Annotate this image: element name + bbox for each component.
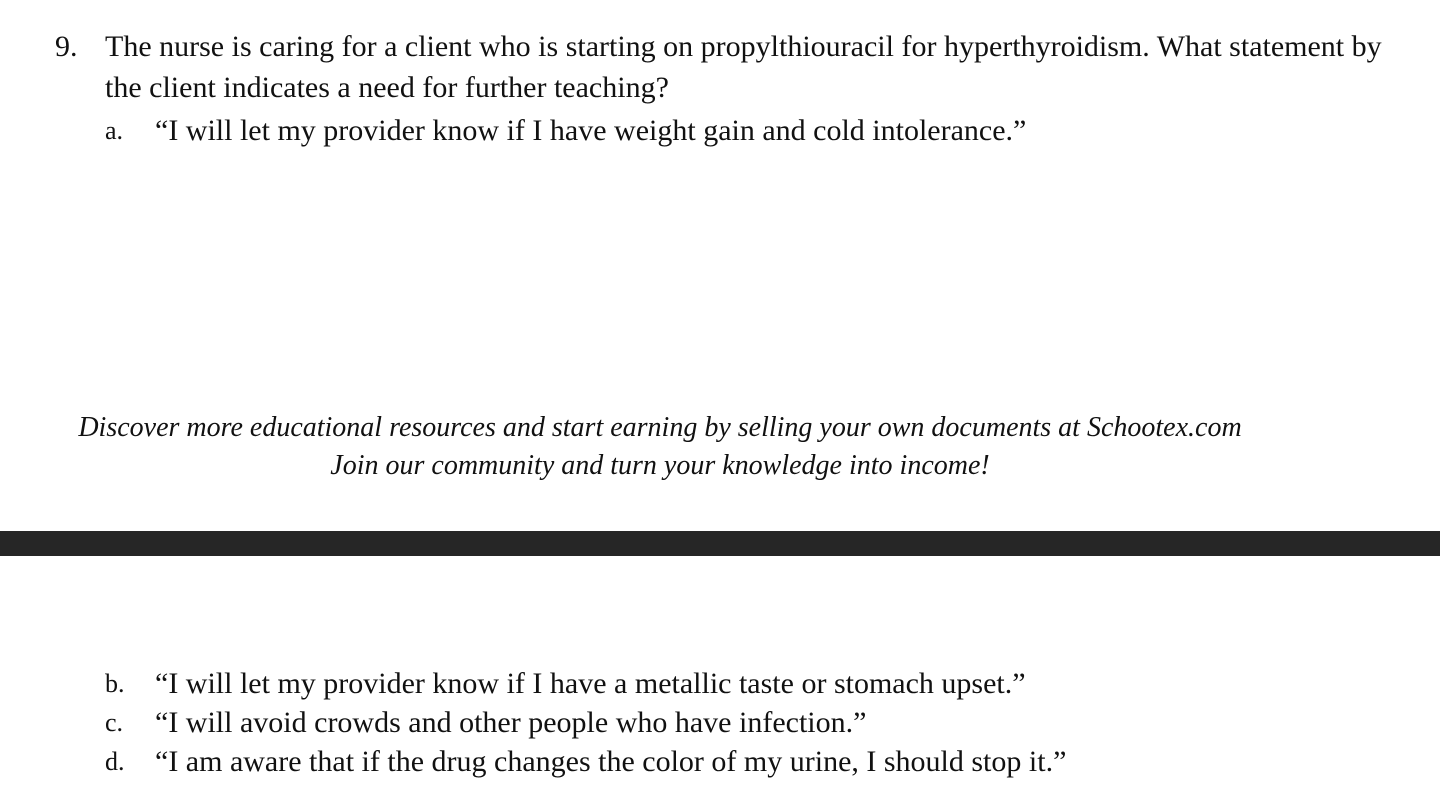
- option-text: “I am aware that if the drug changes the color of my urine, I should stop it.”: [155, 745, 1067, 778]
- option-letter: b.: [105, 669, 125, 698]
- question-text: The nurse is caring for a client who is starting on propylthiouracil for hyperthyroidism. What statement by the client indicates a need for further teaching?: [105, 30, 1382, 104]
- option-letter: d.: [105, 747, 125, 776]
- option-text: “I will let my provider know if I have weight gain and cold intolerance.”: [155, 114, 1027, 147]
- promo-line-1: Discover more educational resources and start earning by selling your own documents at Schootex.com: [78, 412, 1242, 443]
- option-letter: c.: [105, 708, 124, 737]
- option-letter: a.: [105, 116, 124, 145]
- promo-line-2: Join our community and turn your knowledge into income!: [330, 450, 990, 481]
- page-separator-bar: [0, 531, 1440, 556]
- promo-banner: [0, 409, 1320, 485]
- question-number: 9.: [55, 30, 78, 63]
- option-text: “I will avoid crowds and other people who have infection.”: [155, 706, 867, 739]
- option-text: “I will let my provider know if I have a metallic taste or stomach upset.”: [155, 667, 1026, 700]
